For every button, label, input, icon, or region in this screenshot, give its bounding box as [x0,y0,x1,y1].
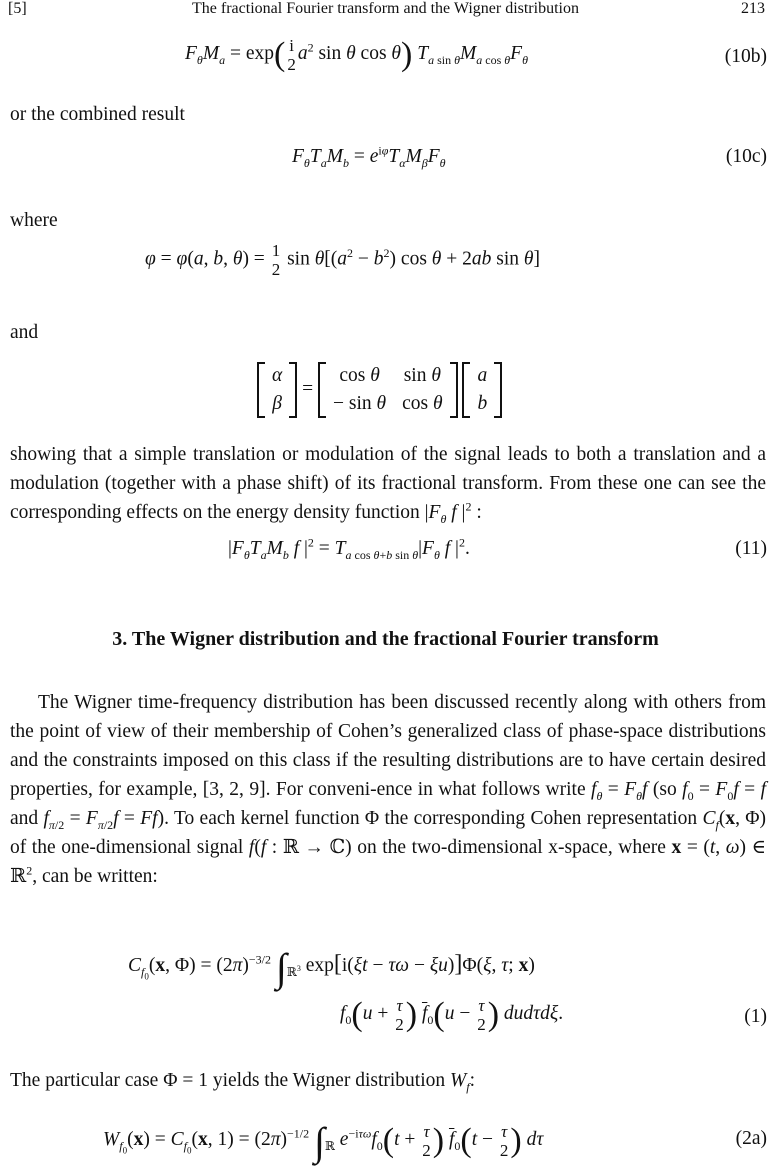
alpha-beta-vector: α β [257,362,297,418]
equation-phi: φ = φ(a, b, θ) = 1 2 $\sin \theta[(a^2 - b^2)$ cos θ + 2ab sin θ] [145,241,540,279]
text-and: and [10,322,39,343]
equation-number-11: (11) [735,538,767,559]
text-particular-case: The particular case Φ = 1 yields the Wigner distribution $W_f$: [10,1070,476,1094]
equation-number-10c: (10c) [725,146,767,167]
text-where: where [10,210,58,231]
text-combined-result: or the combined result [10,104,185,125]
equation-number-1: (1) [744,1006,767,1027]
equation-number-10b: (10b) [724,46,767,67]
paragraph-wigner-cohen: The Wigner time-frequency distribution has been discussed recently along with others from the point of view of their membership of Cohen’s generalized class of phase-space distributions and the constraints imposed on this class if the resulting distributions are to have certain desired properties, for example, [3, 2, 9]. For conveni-ence in what follows write $f_\theta = F_\theta f$ (so $f_0 = F_0f = f$ and $f_{\pi/2} = F_{\pi/2}f = Ff$). To each kernel function Φ the corresponding Cohen representation $C_f(x$, Φ) of the one-dimensional signal f(f : ℝ → ℂ) on the two-dimensional x-space, where x = (t, ω) ∈ ℝ$^2$, can be written: [10,692,767,887]
section-heading: 3. The Wigner distribution and the fractional Fourier transform [112,628,659,650]
a-b-vector: a b [462,362,502,418]
equation-1-line-2: $f_0(u$ + τ 2 ) $\overline{f}_0(u$ − τ 2 ) dudτdξ. [340,995,564,1034]
equation-11: $|F_\theta T_aM_b$ f $|^2 = T_{a cos \theta+b sin \theta}|F_\theta$ f $|^2$. [228,535,470,562]
equation-rotation-matrix: α β = cos θ sin θ − sin θ cos θ a b [257,362,502,418]
equation-number-2a: (2a) [735,1128,767,1149]
equation-2a: $W_{f_0}(x) = C_{f_0}(x$, $1) = (2\pi)^{-1/2}$ $\int_ℝ$ $e^{-i\tau\omega}f_0(t$ + τ 2 ) $\overline{f}_0(t$ − τ 2 ) dτ [103,1119,544,1164]
equation-10c: $F_\theta T_aM_b = e^{i\varphi}T_\alpha M_\beta F_\theta$ [292,143,446,170]
rotation-matrix: cos θ sin θ − sin θ cos θ [318,362,458,418]
page-number: 213 [741,0,765,17]
running-header [0,0,771,22]
equation-1-line-1: $C_{f_0}(x$, $\Phi) = (2\pi)^{-3/2}$ $\int_{ℝ^3}$ exp[i(ξt − τω − ξu)]Φ(ξ, τ; x) [128,945,535,990]
paragraph-translation-modulation: showing that a simple translation or modulation of the signal leads to both a translation and a modulation (together with a phase shift) of its fractional transform. From these one can see the corresponding effects on the energy density function $|F_\theta$ f $|^2$ : [10,444,766,526]
equation-10b: $F_\theta M_a = \exp$( i 2 $a^2$ sin θ cos θ) $T_{a sin \theta}M_{a cos \theta}F_\theta$ [185,35,528,74]
running-title: The fractional Fourier transform and the Wigner distribution [192,0,579,17]
chapter-ref: [5] [8,0,27,17]
